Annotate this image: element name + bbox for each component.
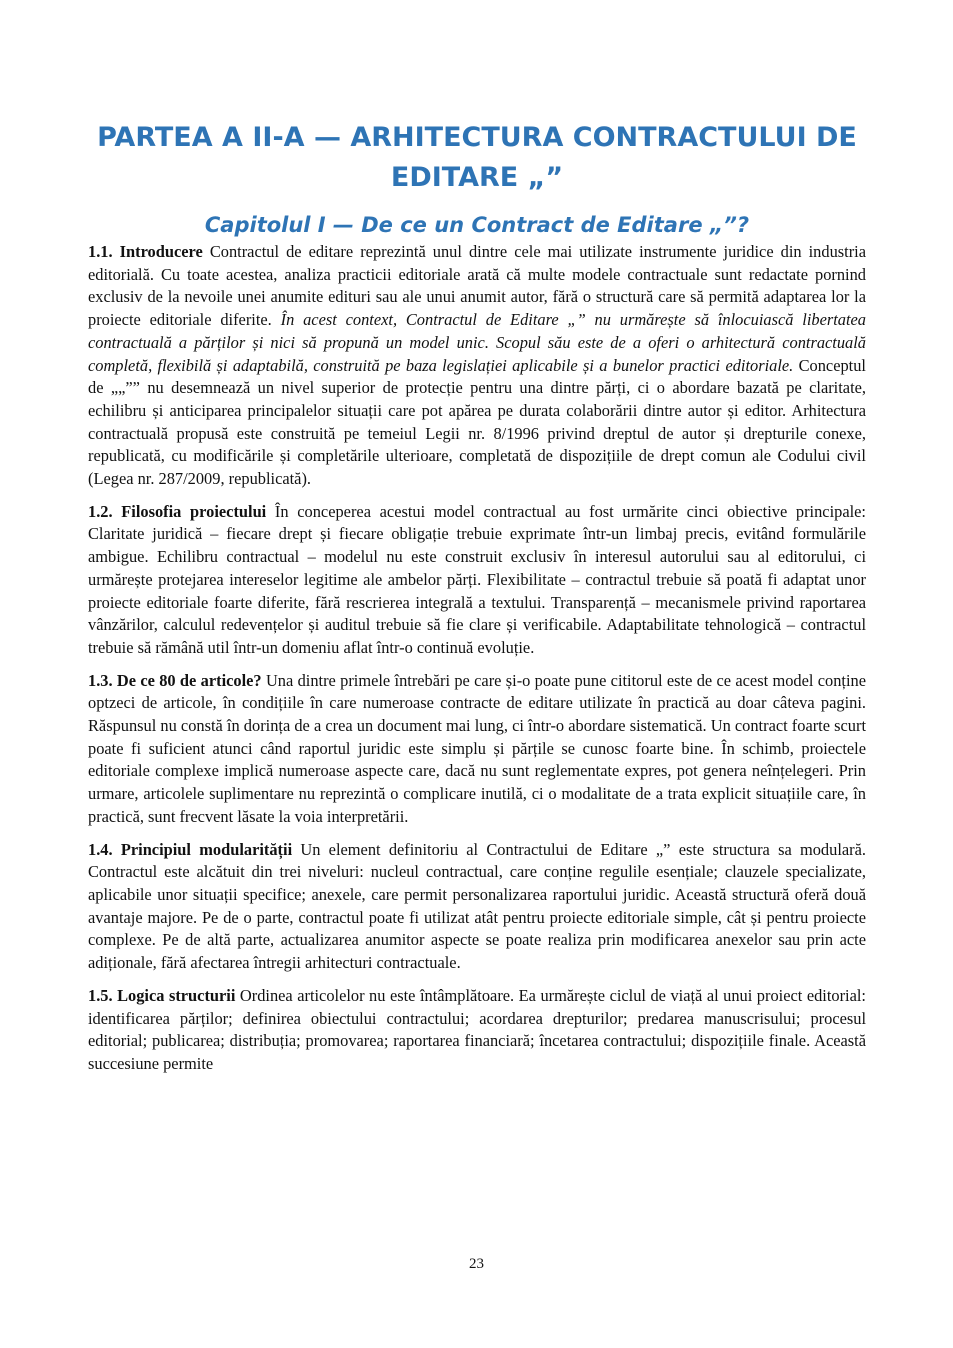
section-italic-text: În acest context, Contractul de Editare „” nu urmărește să înlocuiască libertatea contractuală a părților și nici să propună un model unic. Scopul său este de a oferi o arhitectură contractuală completă, flexibilă și adaptabilă, construită pe baza legislației aplicabile și a bunelor practici editoriale. <box>88 310 866 375</box>
chapter-title: Capitolul I — De ce un Contract de Editare „”? <box>204 213 750 237</box>
section-principiul-modularitatii <box>88 839 866 975</box>
section-text: Ordinea articolelor nu este întâmplătoare. Ea urmărește ciclul de viață al unui proiect editorial: identificarea părților; definirea obiectului contractului; acordarea drepturilor; predarea manuscrisului; procesul editorial; publicarea; distribuția; promovarea; raportarea financiară; încetarea contractului; dispozițiile finale. Această succesiune permite <box>88 985 866 1073</box>
section-text: Contractul de editare reprezintă unul dintre cele mai utilizate instrumente juridice din industria editorială. Cu toate acestea, analiza practicii editoriale arată că multe modele contractuale sunt redactate pornind exclusiv de la nevoile unei anumite edituri sau ale unui anumit autor, fără o structură care să permită adaptarea lor la proiecte editoriale diferite. <box>88 242 866 330</box>
section-heading: 1.3. De ce 80 de articole? <box>88 670 262 690</box>
section-heading: 1.1. Introducere <box>88 242 203 261</box>
section-text: Un element definitoriu al Contractului de Editare „” este structura sa modulară. Contractul este alcătuit din trei niveluri: nucleul contractual, care conține regulile esențiale; clauzele specializate, aplicabile unor situații specifice; anexele, care permit personalizarea raportului juridic. Această structură oferă două avantaje majore. Pe de o parte, contractul poate fi utilizat atât pentru proiecte editoriale simple, cât și pentru proiecte complexe. Pe de altă parte, actualizarea anumitor aspecte se poate realiza prin modificarea anexelor sau prin acte adiționale, fără afectarea întregii arhitecturi contractuale. <box>88 839 866 973</box>
part-title: PARTEA A II-A — ARHITECTURA CONTRACTULUI DE EDITARE „” <box>97 122 857 193</box>
section-logica-structurii <box>88 985 866 1076</box>
section-heading: 1.5. Logica structurii <box>88 985 236 1005</box>
page-number: 23 <box>469 1256 484 1272</box>
section-introducere <box>88 241 866 491</box>
body-text <box>88 241 866 1086</box>
section-heading: 1.4. Principiul modularității <box>88 839 293 859</box>
section-text: În conceperea acestui model contractual au fost urmărite cinci obiective principale: Claritate juridică – fiecare drept și fiecare obligație trebuie exprimate într-un limbaj precis, evitând formulările ambigue. Echilibru contractual – modelul nu este construit exclusiv în interesul autorului sau al editorului, ci urmărește protejarea intereselor legitime ale ambelor părți. Flexibilitate – contractul trebuie să poată fi adaptat unor proiecte editoriale foarte diferite, fără rescrierea integrală a textului. Transparență – mecanismele privind raportarea vânzărilor, calculul redevențelor și auditul trebuie să fie clare și verificabile. Adaptabilitate tehnologică – contractul trebuie să rămână util într-un domeniu aflat într-o continuă evoluție. <box>88 501 866 657</box>
section-filosofia-proiectului <box>88 501 866 660</box>
section-text: Una dintre primele întrebări pe care și-o poate pune cititorul este de ce acest model conține optzeci de articole, în condițiile în care numeroase contracte de editare utilizate în practică au doar câteva pagini. Răspunsul nu constă în dorința de a crea un document mai lung, ci într-o abordare sistematică. Un contract foarte scurt poate fi suficient atunci când raportul juridic este simplu și părțile se cunosc foarte bine. În schimb, proiectele editoriale complexe implică numeroase aspecte care, dacă nu sunt reglementate expres, pot genera neînțelegeri. Prin urmare, articolele suplimentare nu reprezintă o complicare inutilă, ci o modalitate de a trata explicit situațiile care, în practică, sunt frecvent lăsate la voia interpretării. <box>88 670 866 826</box>
section-de-ce-80-de-articole <box>88 670 866 829</box>
section-heading: 1.2. Filosofia proiectului <box>88 501 267 521</box>
section-text-continued: Conceptul de „„”” nu desemnează un nivel superior de protecție pentru una dintre părți, ci o abordare bazată pe claritate, echilibru și anticiparea principalelor situații care pot apărea pe durata colaborării dintre autor și editor. Arhitectura contractuală propusă este construită pe temeiul Legii nr. 8/1996 privind dreptul de autor și drepturile conexe, republicată, cu modificările și completările ulterioare, completată de dispozițiile de drept comun ale Codului civil (Legea nr. 287/2009, republicată). <box>88 355 866 489</box>
